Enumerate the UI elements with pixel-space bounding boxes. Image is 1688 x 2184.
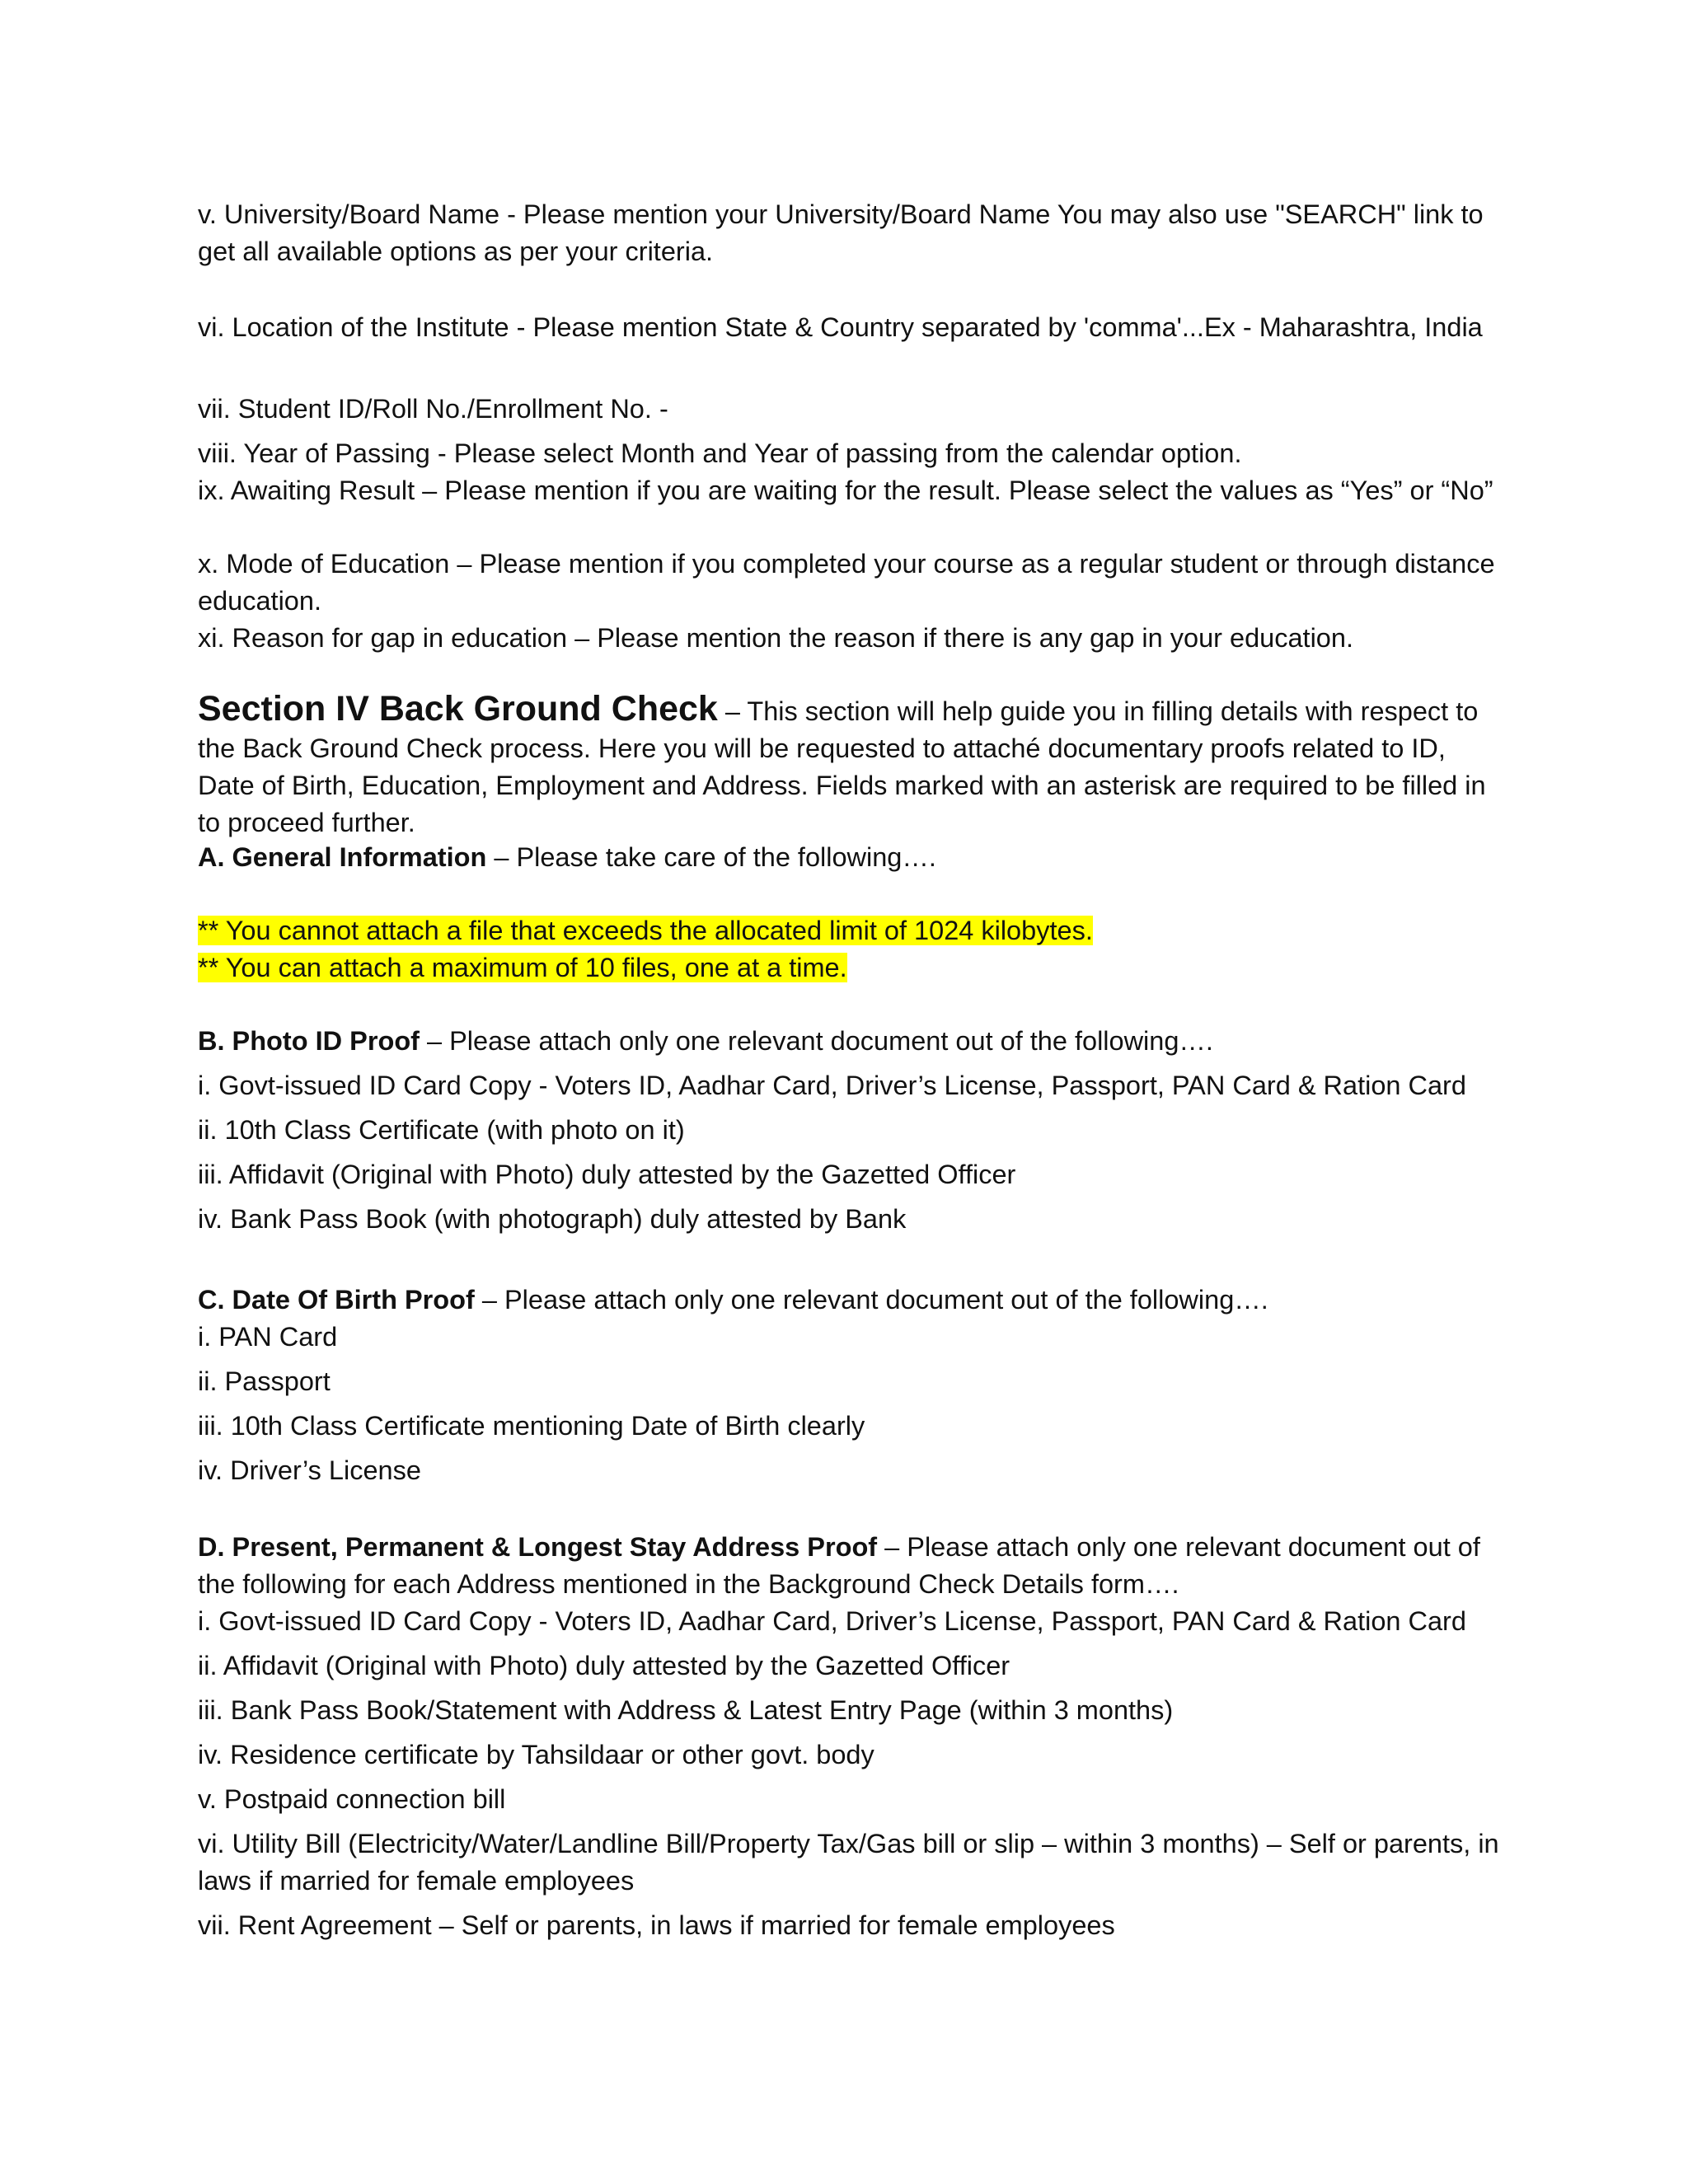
- section-iv-paragraph: [198, 691, 1500, 841]
- file-count-note: [198, 949, 1500, 987]
- address-proof-label: D. Present, Permanent & Longest Stay Address Proof: [198, 1532, 878, 1562]
- address-proof-paragraph: [198, 1529, 1500, 1603]
- education-item-xi: xi. Reason for gap in education – Please mention the reason if there is any gap in your education.: [198, 623, 1353, 653]
- education-item-v: v. University/Board Name - Please mention your University/Board Name You may also use "SEARCH" link to get all available options as per your criteria.: [198, 199, 1491, 266]
- photo-id-item-2: ii. 10th Class Certificate (with photo on it): [198, 1115, 685, 1145]
- dob-text: – Please attach only one relevant document out of the following….: [474, 1285, 1268, 1315]
- general-information-text: – Please take care of the following….: [486, 842, 936, 872]
- address-item-4: iv. Residence certificate by Tahsildaar or other govt. body: [198, 1740, 874, 1769]
- education-item-ix: ix. Awaiting Result – Please mention if you are waiting for the result. Please select the values as “Yes” or “No”: [198, 476, 1493, 505]
- address-item-3: iii. Bank Pass Book/Statement with Address & Latest Entry Page (within 3 months): [198, 1695, 1174, 1725]
- section-iv-heading: Section IV Back Ground Check: [198, 689, 718, 729]
- general-information-paragraph: [198, 839, 1500, 876]
- photo-id-paragraph: [198, 1023, 1500, 1060]
- address-item-7: vii. Rent Agreement – Self or parents, in laws if married for female employees: [198, 1910, 1115, 1940]
- dob-item-1: i. PAN Card: [198, 1322, 338, 1352]
- education-item-vi: vi. Location of the Institute - Please mention State & Country separated by 'comma'...Ex - Maharashtra, India: [198, 312, 1483, 342]
- photo-id-text: – Please attach only one relevant document out of the following….: [420, 1026, 1213, 1056]
- file-size-note: [198, 912, 1500, 949]
- dob-item-3: iii. 10th Class Certificate mentioning Date of Birth clearly: [198, 1411, 865, 1441]
- education-item-vii: vii. Student ID/Roll No./Enrollment No. -: [198, 394, 668, 424]
- dob-item-4: iv. Driver’s License: [198, 1455, 421, 1485]
- address-item-1: i. Govt-issued ID Card Copy - Voters ID, Aadhar Card, Driver’s License, Passport, PAN Card & Ration Card: [198, 1606, 1466, 1636]
- file-count-note-text: ** You can attach a maximum of 10 files, one at a time.: [198, 953, 847, 982]
- file-size-note-text: ** You cannot attach a file that exceeds the allocated limit of 1024 kilobytes.: [198, 916, 1093, 945]
- photo-id-item-1: i. Govt-issued ID Card Copy - Voters ID, Aadhar Card, Driver’s License, Passport, PAN Card & Ration Card: [198, 1071, 1466, 1100]
- dob-paragraph: [198, 1282, 1500, 1319]
- general-information-label: A. General Information: [198, 842, 487, 872]
- dob-item-2: ii. Passport: [198, 1366, 331, 1396]
- photo-id-item-3: iii. Affidavit (Original with Photo) duly attested by the Gazetted Officer: [198, 1160, 1016, 1189]
- address-item-5: v. Postpaid connection bill: [198, 1784, 506, 1814]
- dob-label: C. Date Of Birth Proof: [198, 1285, 475, 1315]
- photo-id-label: B. Photo ID Proof: [198, 1026, 420, 1056]
- address-item-2: ii. Affidavit (Original with Photo) duly attested by the Gazetted Officer: [198, 1651, 1010, 1680]
- section-iv-intro: – This section will help guide you in filling details with respect to the Back Ground Check process. Here you will be requested to attaché documentary proofs related to ID, Date of Birth, Education, Employment and Address. Fields marked with an asterisk are required to be filled in to proceed further.: [198, 696, 1493, 837]
- address-proof-text: – Please attach only one relevant document out of the following for each Address mentioned in the Background Check Details form….: [198, 1532, 1488, 1599]
- education-item-viii: viii. Year of Passing - Please select Month and Year of passing from the calendar option.: [198, 438, 1242, 468]
- address-item-6: vi. Utility Bill (Electricity/Water/Landline Bill/Property Tax/Gas bill or slip – within 3 months) – Self or parents, in laws if married for female employees: [198, 1829, 1507, 1896]
- education-item-x: x. Mode of Education – Please mention if you completed your course as a regular student or through distance education.: [198, 549, 1503, 616]
- photo-id-item-4: iv. Bank Pass Book (with photograph) duly attested by Bank: [198, 1204, 907, 1234]
